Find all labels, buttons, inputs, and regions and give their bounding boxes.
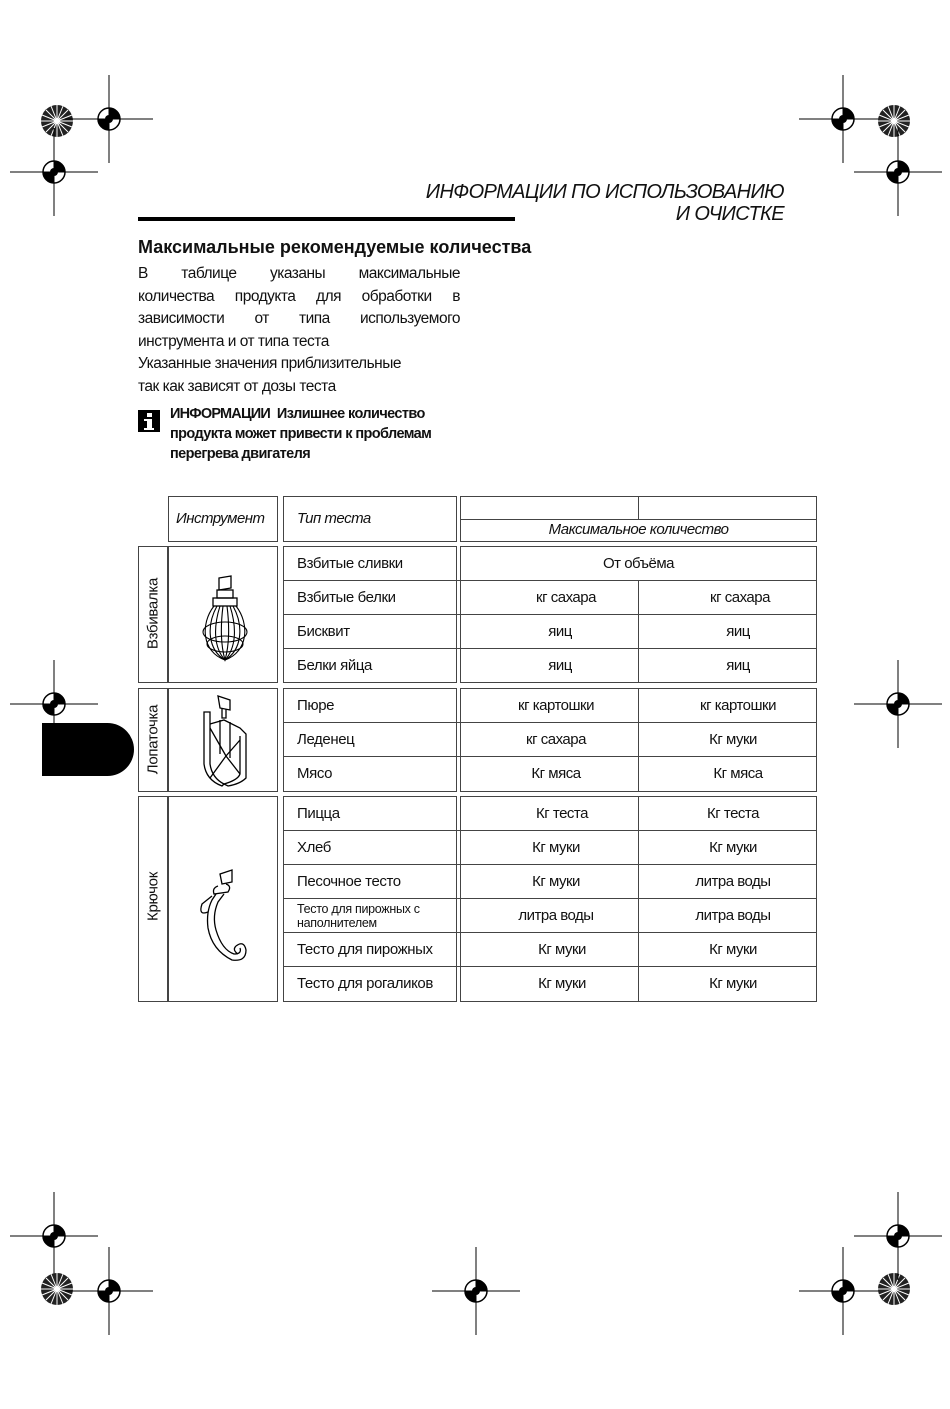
row-type: Песочное тесто: [297, 873, 401, 890]
intro-line: количества продукта для обработки в: [138, 287, 460, 305]
group-paddle-name: Лопаточка: [144, 704, 162, 775]
info-label: ИНФОРМАЦИИ: [170, 406, 271, 422]
chapter-title-line1: ИНФОРМАЦИИ ПО ИСПОЛЬЗОВАНИЮ: [425, 181, 784, 203]
whisk-icon: [198, 574, 252, 664]
row-value-2: кг сахара: [710, 589, 770, 606]
row-type: Тесто для рогаликов: [297, 975, 433, 992]
row-value-2: Кг муки: [709, 839, 757, 856]
header-tool: Инструмент: [176, 510, 265, 527]
row-value-1: кг картошки: [518, 697, 594, 714]
info-icon: [138, 410, 160, 432]
row-value-1: Кг теста: [536, 805, 588, 822]
row-value-1: яиц: [548, 657, 572, 674]
row-type: Пицца: [297, 805, 340, 822]
row-type: Леденец: [297, 731, 355, 748]
row-value-1: кг сахара: [526, 731, 586, 748]
row-value-2: яиц: [726, 657, 750, 674]
row-value-1: кг сахара: [536, 589, 596, 606]
row-value-1: Кг муки: [538, 941, 586, 958]
intro-line: Указанные значения приблизительные: [138, 355, 401, 372]
row-value-2: Кг теста: [707, 805, 759, 822]
dough-hook-icon: [198, 866, 254, 966]
info-line3: перегрева двигателя: [170, 446, 311, 462]
info-line1: Излишнее количество: [276, 406, 425, 422]
row-value-1: литра воды: [518, 907, 594, 924]
row-type: Взбитые сливки: [297, 555, 403, 572]
header-dough-type: Тип теста: [297, 510, 371, 527]
row-type: Белки яйца: [297, 657, 372, 674]
info-note: [170, 404, 462, 464]
intro-text: [138, 263, 460, 398]
row-type: Мясо: [297, 765, 333, 782]
intro-line: зависимости от типа используемого: [138, 310, 460, 327]
row-value-2: Кг мяса: [713, 765, 763, 782]
chapter-title-line2: И ОЧИСТКЕ: [675, 203, 784, 225]
group-whisk-name: Взбивалка: [144, 577, 162, 650]
header-rule: [138, 217, 515, 221]
row-type: Хлеб: [297, 839, 331, 856]
row-type: Пюре: [297, 697, 335, 714]
row-value-merged: От объёма: [602, 555, 674, 572]
row-type: Тесто для пирожных с наполнителем: [297, 902, 420, 930]
group-hook-name: Крючок: [144, 872, 162, 921]
intro-line: так как зависят от дозы теста: [138, 377, 336, 395]
row-value-2: Кг муки: [709, 941, 757, 958]
group-hook-types-cell: [283, 796, 457, 1002]
row-value-1: яиц: [548, 623, 572, 640]
row-value-1: Кг муки: [532, 873, 580, 890]
row-value-1: Кг муки: [532, 839, 580, 856]
row-type: Бисквит: [297, 623, 350, 640]
intro-line: В таблице указаны максимальные: [138, 265, 460, 282]
row-value-2: яиц: [726, 623, 750, 640]
row-type: Тесто для пирожных: [297, 941, 433, 958]
intro-line: инструмента и от типа теста: [138, 332, 329, 350]
row-value-1: Кг мяса: [531, 765, 581, 782]
chapter-tab-marker: [42, 723, 134, 776]
row-value-2: Кг муки: [709, 975, 757, 992]
paddle-icon: [200, 694, 252, 788]
row-value-2: литра воды: [695, 873, 771, 890]
row-value-1: Кг муки: [538, 975, 586, 992]
row-value-2: кг картошки: [700, 697, 776, 714]
row-value-2: Кг муки: [709, 731, 757, 748]
section-title: Максимальные рекомендуемые количества: [138, 237, 532, 257]
header-max-quantity: Максимальное количество: [548, 521, 729, 538]
row-type: Взбитые белки: [297, 589, 396, 606]
row-value-2: литра воды: [695, 907, 771, 924]
info-line2: продукта может привести к проблемам: [170, 426, 432, 442]
